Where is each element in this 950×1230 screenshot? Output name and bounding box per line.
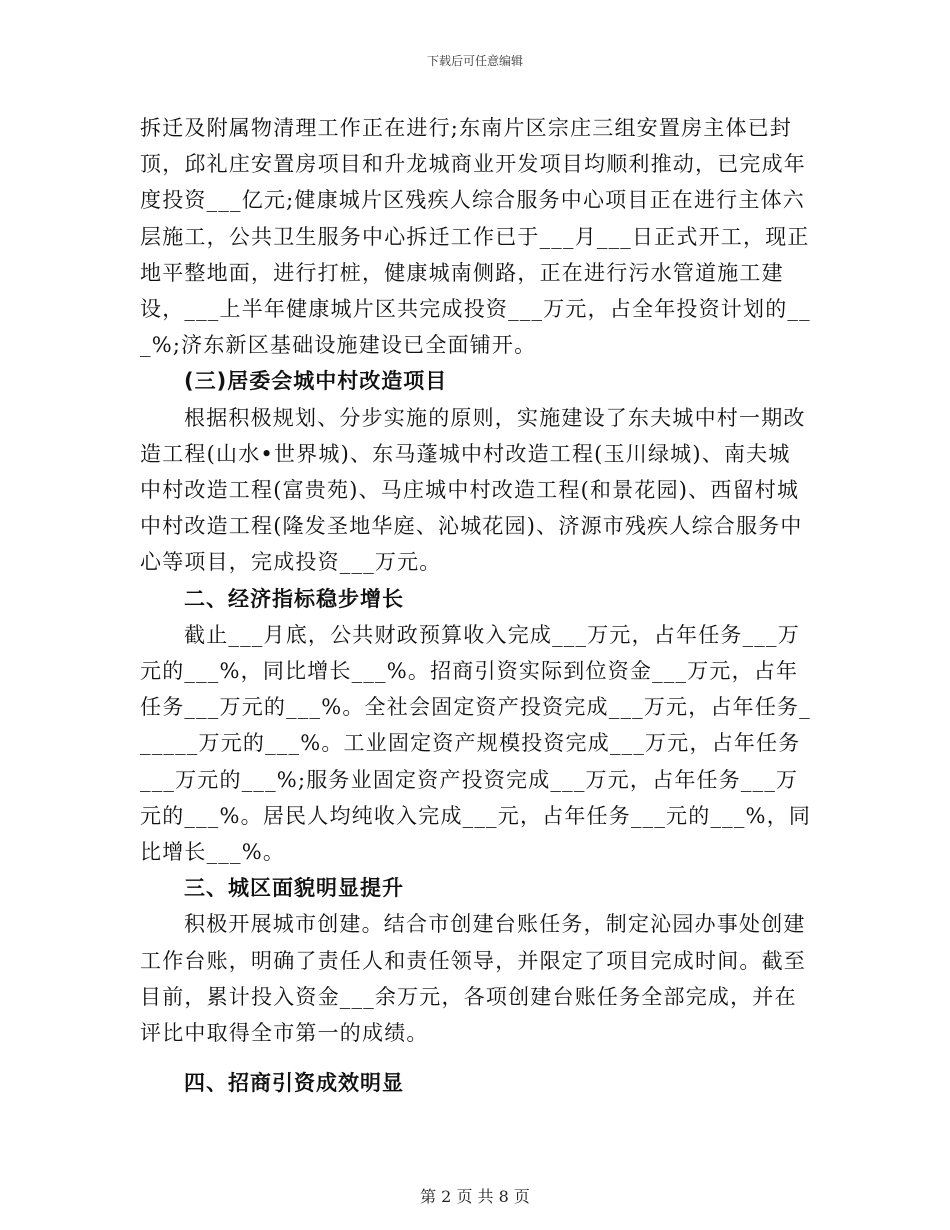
section-heading-investment: 四、招商引资成效明显	[184, 1071, 404, 1096]
paragraph-urban-village: 根据积极规划、分步实施的原则，实施建设了东夫城中村一期改造工程(山水•世界城)、东马蓬城中村改造工程(玉川绿城)、南夫城中村改造工程(富贵苑)、马庄城中村改造工程(和景花园)、西留村城中村改造工程(隆发圣地华庭、沁城花园)、济源市残疾人综合服务中心等项目，完成投资___万元。	[140, 405, 806, 575]
section-heading-economic-indicators: 二、经济指标稳步增长	[184, 586, 404, 611]
paragraph-city-creation: 积极开展城市创建。结合市创建台账任务，制定沁园办事处创建工作台账，明确了责任人和责任领导，并限定了项目完成时间。截至目前，累计投入资金___余万元，各项创建台账任务全部完成，并在评比中取得全市第一的成绩。	[140, 912, 806, 1046]
section-heading-residents-committee: (三)居委会城中村改造项目	[184, 369, 448, 394]
page-header: 下载后可任意编辑	[426, 54, 523, 68]
paragraph-economic-indicators: 截止___月底，公共财政预算收入完成___万元，占年任务___万元的___%，同比增长___%。招商引资实际到位资金___万元，占年任务___万元的___%。全社会固定资产投资完成___万元，占年任务______万元的___%。工业固定资产规模投资完成___万元，占年任务___万元的___%;服务业固定资产投资完成___万元，占年任务___万元的___%。居民人均纯收入完成___元，占年任务___元的___%，同比增长___%。	[140, 622, 812, 865]
document-body	[140, 110, 812, 1101]
section-heading-city-appearance: 三、城区面貌明显提升	[184, 876, 404, 901]
page-footer: 第 2 页 共 8 页	[420, 1187, 530, 1206]
paragraph-continued-projects: 拆迁及附属物清理工作正在进行;东南片区宗庄三组安置房主体已封顶，邱礼庄安置房项目和升龙城商业开发项目均顺利推动，已完成年度投资___亿元;健康城片区残疾人综合服务中心项目正在进行主体六层施工，公共卫生服务中心拆迁工作已于___月___日正式开工，现正地平整地面，进行打桩，健康城南侧路，正在进行污水管道施工建设，___上半年健康城片区共完成投资___万元，占全年投资计划的___%;济东新区基础设施建设已全面铺开。	[140, 116, 811, 358]
